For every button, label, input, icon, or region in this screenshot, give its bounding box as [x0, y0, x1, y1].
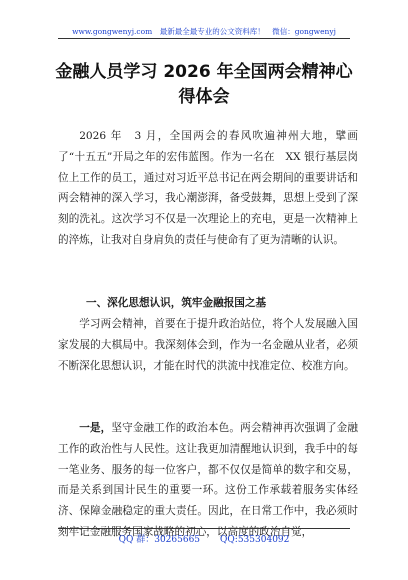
paragraph-point-one [58, 418, 358, 543]
page-header: www.gongwenyj.com 最新最全最专业的公文资料库！ 微信：gongwenyj [72, 27, 336, 36]
footer-divider [58, 528, 350, 529]
point-text: 坚守金融工作的政治本色。两会精神再次强调了金融工作的政治性与人民性。这让我更加清醒地认识到，我手中的每一笔业务、服务的每一位客户，都不仅仅是简单的数字和交易，而是关系到国计民生的重要一环。这份工作承载着服务实体经济、保障金融稳定的重大责任。因此，在日常工作中，我必须时刻牢记金融服务国家战略的初心，以高度的政治自觉， [58, 422, 358, 538]
paragraph-text [58, 418, 358, 543]
paragraph-intro [58, 126, 358, 251]
paragraph-text: 2026 年 3 月，全国两会的春风吹遍神州大地，擘画了“十五五”开局之年的宏伟蓝图。作为一名在 XX 银行基层岗位上工作的员工，通过对习近平总书记在两会期间的重要讲话和两会精神的深入学习，我心潮澎湃，备受鼓舞，思想上受到了深刻的洗礼。这次学习不仅是一次理论上的充电，更是一次精神上的淬炼，让我对自身肩负的责任与使命有了更为清晰的认识。 [58, 130, 358, 246]
section-heading: 一、深化思想认识，筑牢金融报国之基 [86, 297, 267, 309]
footer-qq-group: QQ 群：30265665 [118, 535, 201, 545]
page-footer [0, 532, 408, 545]
paragraph-text: 学习两会精神，首要在于提升政治站位，将个人发展融入国家发展的大棋局中。我深刻体会到，作为一名金融从业者，必须不断深化思想认识，才能在时代的洪流中找准定位、校准方向。 [58, 318, 358, 372]
paragraph-section-intro [58, 314, 358, 376]
header-divider [58, 38, 350, 39]
footer-qq: QQ:535304092 [220, 535, 290, 545]
point-lead: 一是， [79, 422, 112, 434]
document-title: 金融人员学习 2026 年全国两会精神心得体会 [55, 62, 353, 107]
